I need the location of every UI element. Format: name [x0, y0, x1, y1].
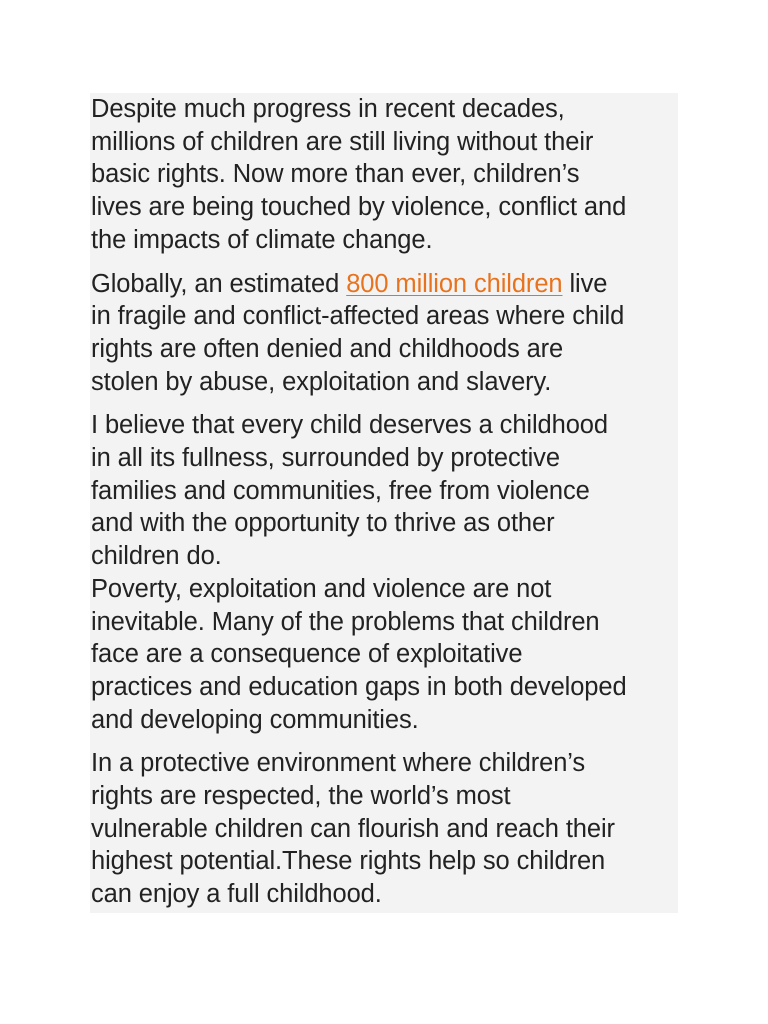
article-text-block — [90, 93, 678, 913]
paragraph-2 — [91, 268, 678, 399]
text-line: the impacts of climate change. — [91, 225, 433, 254]
text-line: Despite much progress in recent decades, — [91, 95, 565, 123]
text-segment: Globally, an estimated — [91, 269, 347, 298]
text-line: in all its fullness, surrounded by protective — [91, 444, 560, 473]
text-line — [91, 268, 678, 301]
text-line: In a protective environment where children’s — [91, 749, 586, 778]
text-line: millions of children are still living without their — [91, 127, 594, 156]
text-line: lives are being touched by violence, conflict and — [91, 193, 627, 222]
text-segment: live — [562, 269, 608, 298]
text-line: can enjoy a full childhood. — [91, 880, 382, 909]
text-line: I believe that every child deserves a childhood — [91, 411, 608, 440]
800-million-children-link[interactable]: 800 million children — [346, 269, 563, 298]
paragraph-5 — [91, 747, 678, 911]
text-line: face are a consequence of exploitative — [91, 640, 523, 669]
text-line: rights are often denied and childhoods are — [91, 334, 564, 363]
text-line: highest potential.These rights help so children — [91, 847, 606, 876]
text-line: rights are respected, the world’s most — [91, 782, 511, 811]
text-line: families and communities, free from violence — [91, 476, 590, 505]
text-line: Poverty, exploitation and violence are not — [91, 574, 552, 603]
text-line: vulnerable children can flourish and reach their — [91, 814, 615, 843]
text-line: inevitable. Many of the problems that children — [91, 607, 600, 636]
text-line: and developing communities. — [91, 705, 419, 734]
paragraph-3 — [91, 409, 678, 573]
paragraph-1 — [91, 93, 678, 257]
paragraph-4 — [91, 573, 678, 737]
text-line: practices and education gaps in both developed — [91, 672, 627, 701]
text-line: children do. — [91, 542, 222, 571]
text-line: basic rights. Now more than ever, children’s — [91, 160, 580, 189]
text-line: in fragile and conflict-affected areas where child — [91, 302, 625, 331]
text-line: stolen by abuse, exploitation and slavery. — [91, 367, 552, 396]
text-line: and with the opportunity to thrive as other — [91, 509, 555, 538]
